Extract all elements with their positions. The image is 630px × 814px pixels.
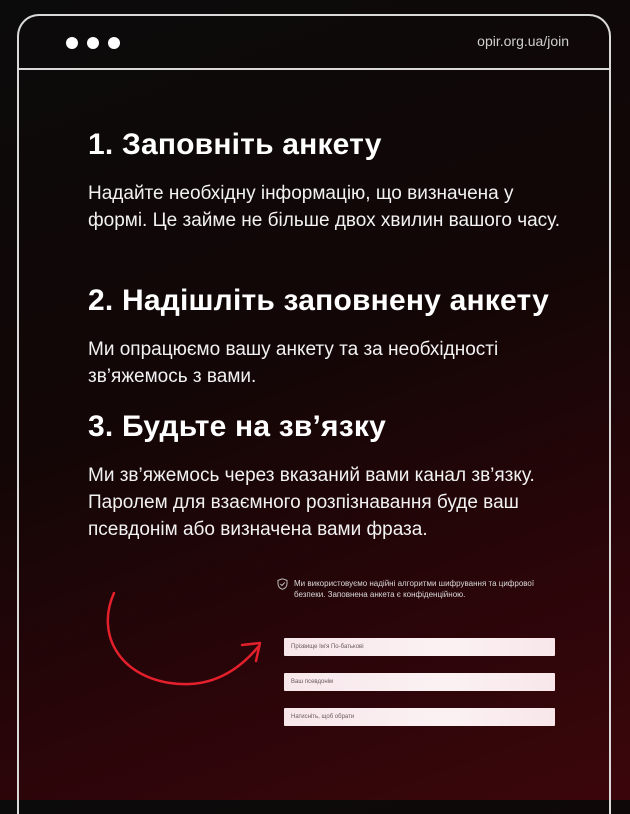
window-dot-icon	[108, 37, 120, 49]
alias-field[interactable]: Ваш псевдонім	[284, 673, 555, 691]
window-dot-icon	[66, 37, 78, 49]
step-3-text: Ми зв’яжемось через вказаний вами канал зв’язку. Паролем для взаємного розпізнавання буде ваш псевдонім або визначена вами фраза.	[88, 465, 535, 540]
address-url[interactable]: opir.org.ua/join	[477, 33, 569, 49]
contact-channel-select[interactable]: Натисніть, щоб обрати	[284, 708, 555, 726]
step-1-title: 1. Заповніть анкету	[88, 128, 382, 161]
window-controls	[66, 37, 120, 49]
curved-arrow-icon	[100, 585, 270, 695]
security-note	[277, 578, 557, 600]
step-2-title: 2. Надішліть заповнену анкету	[88, 284, 550, 317]
step-2-text: Ми опрацюємо вашу анкету та за необхідності зв’яжемось з вами.	[88, 339, 499, 387]
security-note-text: Ми використовуємо надійні алгоритми шифрування та цифрової безпеки. Заповнена анкета є конфіденційною.	[294, 579, 535, 599]
window-titlebar	[19, 16, 609, 70]
step-1-text: Надайте необхідну інформацію, що визначена у формі. Це займе не більше двох хвилин вашого часу.	[88, 183, 561, 231]
window-dot-icon	[87, 37, 99, 49]
step-3-title: 3. Будьте на зв’язку	[88, 410, 386, 443]
full-name-field[interactable]: Прізвище Ім'я По-батькові	[284, 638, 555, 656]
shield-icon	[277, 578, 288, 590]
